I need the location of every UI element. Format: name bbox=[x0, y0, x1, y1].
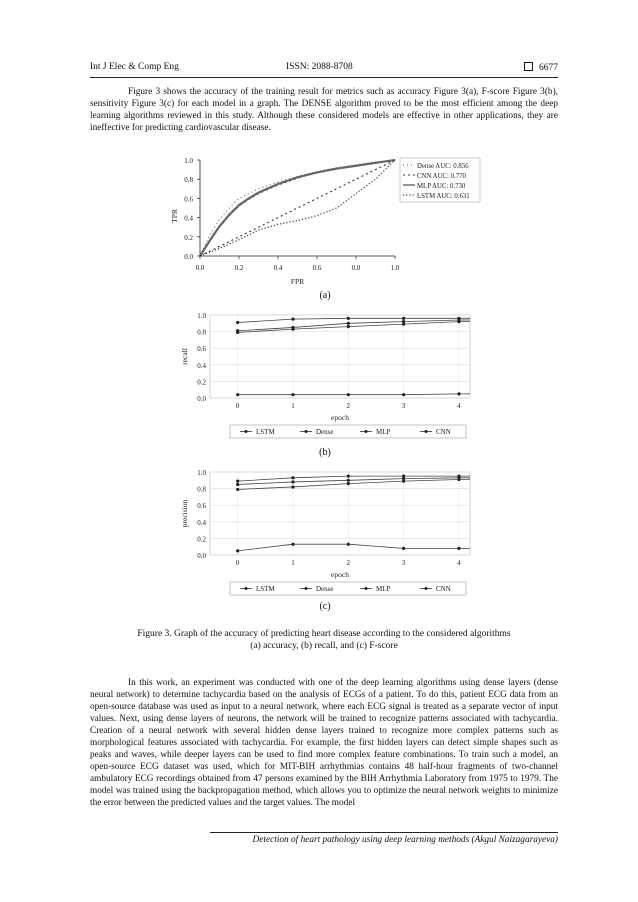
intro-paragraph: Figure 3 shows the accuracy of the training result for metrics such as accuracy Figure 3(a), F-score Figure 3(b), sensitivity Figure 3(c) for each model in a graph. The DENSE algorithm proved to be the most efficient among the deep learning algorithms reviewed in this study. Although these considered models are effective in other applications, they are ineffective for predicting cardiovascular disease. bbox=[90, 87, 558, 133]
y-tick-label: 1.0 bbox=[184, 157, 193, 165]
data-point bbox=[236, 480, 239, 483]
x-axis-label: epoch bbox=[331, 413, 349, 422]
y-tick-label: 0.2 bbox=[197, 535, 206, 544]
body-paragraph: In this work, an experiment was conducted with one of the deep learning algorithms using dense layers (dense neural network) to determine tachycardia based on the analysis of ECGs of a patient. To do this, patient ECG data from an open-source database was used as input to a neural network, where each ECG signal is treated as a separate vector of input values. Next, using dense layers of neurons, the network will be trained to recognize patterns associated with tachycardia. Creation of a neural network with several hidden dense layers trained to recognize more complex patterns such as morphological features associated with tachycardia. For example, the first hidden layers can detect simple shapes such as peaks and waves, while deeper layers can be used to find more complex feature combinations. To train such a model, an open-source ECG dataset was used, which for MIT-BIH arrhythmias contains 48 half-hour fragments of two-channel ambulatory ECG recordings obtained from 47 persons examined by the BIH Arrhythmia Laboratory from 1975 to 1979. The model was trained using the backpropagation method, which allows you to optimize the neural network weights to minimize the error between the predicted values and the target values. The model bbox=[90, 678, 558, 808]
legend-marker bbox=[365, 587, 368, 590]
y-tick-label: 1.0 bbox=[197, 312, 206, 320]
x-tick-label: 0.2 bbox=[234, 264, 244, 272]
data-point bbox=[347, 317, 350, 320]
legend-marker bbox=[305, 430, 308, 433]
data-point bbox=[291, 393, 294, 396]
caption-line-2: (a) accuracy, (b) recall, and (c) F-score bbox=[250, 641, 398, 651]
x-tick-label: 4 bbox=[457, 559, 461, 567]
legend-label: LSTM bbox=[256, 585, 275, 593]
data-point bbox=[457, 392, 460, 395]
legend-marker bbox=[305, 587, 308, 590]
x-tick-label: 0.4 bbox=[273, 264, 283, 272]
x-tick-label: 0.6 bbox=[312, 264, 322, 272]
data-point bbox=[457, 547, 460, 550]
legend-marker bbox=[425, 587, 428, 590]
legend-label: CNN AUC: 0.770 bbox=[417, 173, 466, 180]
subfigure-label-b: (b) bbox=[319, 447, 331, 458]
x-tick-label: 0 bbox=[235, 559, 240, 567]
roc-chart bbox=[160, 150, 500, 300]
checkbox-icon bbox=[524, 62, 533, 71]
data-point bbox=[402, 317, 405, 320]
y-tick-label: 0.2 bbox=[197, 378, 206, 387]
data-point bbox=[291, 318, 294, 321]
footer-divider bbox=[210, 832, 558, 833]
subfigure-label-a: (a) bbox=[319, 290, 331, 301]
series-line bbox=[238, 320, 470, 331]
caption-line-1: Figure 3. Graph of the accuracy of predicting heart disease according to the considered algorithms bbox=[137, 629, 511, 639]
data-point bbox=[347, 482, 350, 485]
y-tick-label: 0.4 bbox=[197, 361, 206, 370]
legend-label: CNN bbox=[436, 428, 451, 436]
journal-name: Int J Elec & Comp Eng bbox=[90, 62, 179, 72]
data-point bbox=[291, 543, 294, 546]
legend-marker bbox=[245, 430, 248, 433]
subfigure-label-c: (c) bbox=[319, 601, 331, 612]
x-tick-label: 2 bbox=[346, 402, 351, 410]
data-point bbox=[236, 393, 239, 396]
y-tick-label: 0.2 bbox=[184, 233, 193, 242]
legend-label: Dense AUC: 0.856 bbox=[417, 163, 469, 170]
data-point bbox=[347, 322, 350, 325]
data-point bbox=[347, 543, 350, 546]
data-point bbox=[291, 485, 294, 488]
series-line bbox=[238, 544, 470, 551]
data-point bbox=[347, 475, 350, 478]
y-tick-label: 0.0 bbox=[197, 552, 206, 560]
data-point bbox=[291, 476, 294, 479]
x-tick-label: 1.0 bbox=[390, 264, 400, 272]
y-axis-label: precision bbox=[180, 499, 189, 528]
data-point bbox=[236, 549, 239, 552]
x-tick-label: 4 bbox=[457, 402, 461, 410]
data-point bbox=[236, 321, 239, 324]
y-tick-label: 0.8 bbox=[197, 328, 206, 337]
running-footer: Detection of heart pathology using deep learning methods (Akgul Naizagarayeva) bbox=[252, 835, 558, 845]
x-tick-label: 0.8 bbox=[351, 264, 361, 272]
legend-label: Dense bbox=[316, 585, 334, 593]
data-point bbox=[236, 331, 239, 334]
x-tick-label: 3 bbox=[401, 402, 406, 410]
figure-caption bbox=[90, 628, 558, 652]
legend-label: CNN bbox=[436, 585, 451, 593]
y-tick-label: 0.8 bbox=[197, 485, 206, 494]
y-axis-label: recall bbox=[180, 348, 189, 365]
legend-label: Dense bbox=[316, 428, 334, 436]
x-tick-label: 3 bbox=[401, 559, 406, 567]
data-point bbox=[457, 478, 460, 481]
legend-marker bbox=[245, 587, 248, 590]
roc-series-line bbox=[200, 160, 395, 256]
data-point bbox=[291, 480, 294, 483]
x-tick-label: 2 bbox=[346, 559, 351, 567]
x-tick-label: 0.0 bbox=[195, 264, 205, 272]
y-axis-label: TPR bbox=[170, 209, 179, 223]
y-tick-label: 0.4 bbox=[184, 214, 193, 223]
data-point bbox=[402, 323, 405, 326]
y-tick-label: 0.8 bbox=[184, 176, 193, 185]
data-point bbox=[457, 320, 460, 323]
plot-frame bbox=[210, 315, 470, 398]
legend-label: LSTM AUC: 0.631 bbox=[417, 193, 470, 200]
header-divider bbox=[90, 77, 558, 78]
y-tick-label: 0.4 bbox=[197, 518, 206, 527]
data-point bbox=[347, 393, 350, 396]
issn: ISSN: 2088-8708 bbox=[286, 62, 353, 72]
y-tick-label: 0.6 bbox=[197, 345, 206, 354]
data-point bbox=[402, 393, 405, 396]
legend-marker bbox=[365, 430, 368, 433]
y-tick-label: 0.6 bbox=[184, 195, 193, 204]
data-point bbox=[347, 325, 350, 328]
y-tick-label: 0.6 bbox=[197, 502, 206, 511]
data-point bbox=[347, 479, 350, 482]
data-point bbox=[236, 483, 239, 486]
page-number-group bbox=[524, 62, 558, 73]
recall-chart bbox=[170, 305, 490, 450]
page-number: 6677 bbox=[539, 63, 558, 73]
x-axis-label: FPR bbox=[290, 277, 305, 286]
data-point bbox=[402, 547, 405, 550]
y-tick-label: 0.0 bbox=[197, 395, 206, 403]
y-tick-label: 0.0 bbox=[184, 253, 193, 261]
x-tick-label: 1 bbox=[291, 559, 295, 567]
data-point bbox=[402, 480, 405, 483]
legend-marker bbox=[425, 430, 428, 433]
x-tick-label: 1 bbox=[291, 402, 295, 410]
legend-label: LSTM bbox=[256, 428, 275, 436]
running-header bbox=[90, 62, 558, 76]
data-point bbox=[291, 328, 294, 331]
series-line bbox=[238, 394, 470, 395]
legend-label: MLP bbox=[376, 585, 391, 593]
legend-label: MLP bbox=[376, 428, 391, 436]
precision-chart bbox=[170, 462, 490, 607]
legend-label: MLP AUC: 0.730 bbox=[417, 183, 466, 190]
series-line bbox=[238, 479, 470, 489]
x-axis-label: epoch bbox=[331, 570, 349, 579]
y-tick-label: 1.0 bbox=[197, 469, 206, 477]
x-tick-label: 0 bbox=[235, 402, 240, 410]
data-point bbox=[236, 488, 239, 491]
